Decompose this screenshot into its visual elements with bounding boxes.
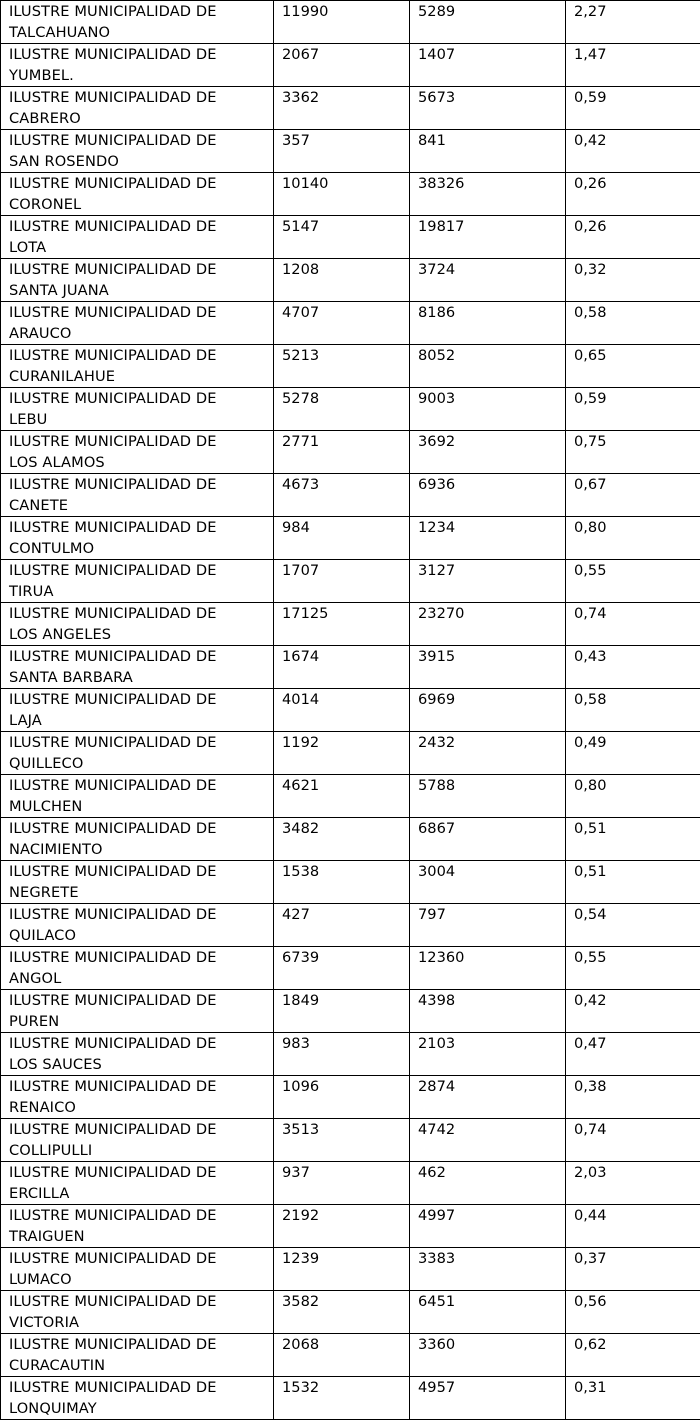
municipality-name-cell: [1, 646, 274, 689]
value-1-cell: 11990: [274, 1, 410, 44]
value-1-cell: 2771: [274, 431, 410, 474]
value-2-cell: 841: [410, 130, 566, 173]
table-row: [1, 818, 700, 861]
value-1-cell: 2067: [274, 44, 410, 87]
municipality-name-line1: ILUSTRE MUNICIPALIDAD DE: [9, 646, 273, 667]
ratio-cell: 0,58: [566, 689, 700, 732]
value-1-cell: 4014: [274, 689, 410, 732]
table-row: [1, 302, 700, 345]
municipality-name-line1: ILUSTRE MUNICIPALIDAD DE: [9, 861, 273, 882]
value-2-cell: 5788: [410, 775, 566, 818]
table-row: [1, 689, 700, 732]
table-row: [1, 947, 700, 990]
value-1-cell: 1192: [274, 732, 410, 775]
value-2-cell: 5289: [410, 1, 566, 44]
municipality-name-cell: [1, 130, 274, 173]
municipality-name-line2: CURANILAHUE: [9, 366, 273, 387]
municipality-name-line1: ILUSTRE MUNICIPALIDAD DE: [9, 990, 273, 1011]
value-1-cell: 1096: [274, 1076, 410, 1119]
value-1-cell: 1208: [274, 259, 410, 302]
municipality-name-line1: ILUSTRE MUNICIPALIDAD DE: [9, 302, 273, 323]
value-1-cell: 1239: [274, 1248, 410, 1291]
table-row: [1, 517, 700, 560]
municipality-name-line2: CORONEL: [9, 194, 273, 215]
municipality-name-cell: [1, 1162, 274, 1205]
municipality-name-line1: ILUSTRE MUNICIPALIDAD DE: [9, 474, 273, 495]
municipality-name-line2: SANTA BARBARA: [9, 667, 273, 688]
value-1-cell: 3582: [274, 1291, 410, 1334]
table-row: [1, 173, 700, 216]
municipality-name-line1: ILUSTRE MUNICIPALIDAD DE: [9, 947, 273, 968]
municipality-name-line2: TIRUA: [9, 581, 273, 602]
municipality-name-line2: MULCHEN: [9, 796, 273, 817]
value-1-cell: 357: [274, 130, 410, 173]
value-1-cell: 1707: [274, 560, 410, 603]
table-row: [1, 216, 700, 259]
municipality-name-cell: [1, 517, 274, 560]
value-2-cell: 3692: [410, 431, 566, 474]
table-row: [1, 775, 700, 818]
value-2-cell: 4398: [410, 990, 566, 1033]
municipality-name-line2: NACIMIENTO: [9, 839, 273, 860]
municipality-name-line2: QUILLECO: [9, 753, 273, 774]
ratio-cell: 0,54: [566, 904, 700, 947]
value-2-cell: 9003: [410, 388, 566, 431]
municipality-name-line1: ILUSTRE MUNICIPALIDAD DE: [9, 44, 273, 65]
municipality-name-cell: [1, 1205, 274, 1248]
table-row: [1, 1076, 700, 1119]
municipality-name-line1: ILUSTRE MUNICIPALIDAD DE: [9, 345, 273, 366]
table-row: [1, 1033, 700, 1076]
municipality-name-line2: PUREN: [9, 1011, 273, 1032]
value-1-cell: 2192: [274, 1205, 410, 1248]
municipality-name-line2: LOS ANGELES: [9, 624, 273, 645]
ratio-cell: 0,44: [566, 1205, 700, 1248]
ratio-cell: 0,31: [566, 1377, 700, 1420]
municipality-name-cell: [1, 259, 274, 302]
value-1-cell: 983: [274, 1033, 410, 1076]
municipality-name-line1: ILUSTRE MUNICIPALIDAD DE: [9, 173, 273, 194]
municipality-name-cell: [1, 861, 274, 904]
municipality-name-line1: ILUSTRE MUNICIPALIDAD DE: [9, 560, 273, 581]
value-2-cell: 19817: [410, 216, 566, 259]
table-row: [1, 560, 700, 603]
value-2-cell: 3360: [410, 1334, 566, 1377]
value-2-cell: 462: [410, 1162, 566, 1205]
table-row: [1, 1291, 700, 1334]
table-row: [1, 1334, 700, 1377]
table-row: [1, 1377, 700, 1420]
ratio-cell: 0,75: [566, 431, 700, 474]
municipality-name-line1: ILUSTRE MUNICIPALIDAD DE: [9, 689, 273, 710]
ratio-cell: 0,67: [566, 474, 700, 517]
table-row: [1, 345, 700, 388]
ratio-cell: 0,80: [566, 517, 700, 560]
municipality-name-cell: [1, 775, 274, 818]
municipality-name-cell: [1, 560, 274, 603]
table-row: [1, 388, 700, 431]
municipality-name-line1: ILUSTRE MUNICIPALIDAD DE: [9, 1033, 273, 1054]
municipality-name-line1: ILUSTRE MUNICIPALIDAD DE: [9, 1162, 273, 1183]
value-1-cell: 2068: [274, 1334, 410, 1377]
municipality-name-cell: [1, 44, 274, 87]
municipality-name-cell: [1, 818, 274, 861]
municipality-name-line1: ILUSTRE MUNICIPALIDAD DE: [9, 1, 273, 22]
value-2-cell: 4957: [410, 1377, 566, 1420]
value-2-cell: 1407: [410, 44, 566, 87]
value-2-cell: 3915: [410, 646, 566, 689]
value-2-cell: 3724: [410, 259, 566, 302]
municipality-name-line2: LOTA: [9, 237, 273, 258]
ratio-cell: 2,03: [566, 1162, 700, 1205]
ratio-cell: 0,37: [566, 1248, 700, 1291]
municipality-name-line1: ILUSTRE MUNICIPALIDAD DE: [9, 818, 273, 839]
ratio-cell: 0,26: [566, 173, 700, 216]
municipality-name-cell: [1, 1248, 274, 1291]
municipality-name-cell: [1, 732, 274, 775]
value-2-cell: 4997: [410, 1205, 566, 1248]
municipality-name-line1: ILUSTRE MUNICIPALIDAD DE: [9, 1119, 273, 1140]
ratio-cell: 0,59: [566, 388, 700, 431]
ratio-cell: 0,62: [566, 1334, 700, 1377]
ratio-cell: 0,49: [566, 732, 700, 775]
municipality-name-line1: ILUSTRE MUNICIPALIDAD DE: [9, 1334, 273, 1355]
table-row: [1, 904, 700, 947]
table-row: [1, 474, 700, 517]
municipality-name-cell: [1, 431, 274, 474]
value-2-cell: 6936: [410, 474, 566, 517]
municipality-name-line2: COLLIPULLI: [9, 1140, 273, 1161]
table-row: [1, 1162, 700, 1205]
table-row: [1, 603, 700, 646]
municipality-name-line1: ILUSTRE MUNICIPALIDAD DE: [9, 1248, 273, 1269]
value-2-cell: 8052: [410, 345, 566, 388]
municipality-name-line1: ILUSTRE MUNICIPALIDAD DE: [9, 517, 273, 538]
ratio-cell: 0,56: [566, 1291, 700, 1334]
value-2-cell: 3004: [410, 861, 566, 904]
value-2-cell: 2103: [410, 1033, 566, 1076]
ratio-cell: 0,42: [566, 130, 700, 173]
table-row: [1, 861, 700, 904]
value-1-cell: 3362: [274, 87, 410, 130]
municipality-name-cell: [1, 1076, 274, 1119]
municipality-name-line2: LONQUIMAY: [9, 1398, 273, 1419]
value-2-cell: 5673: [410, 87, 566, 130]
ratio-cell: 1,47: [566, 44, 700, 87]
ratio-cell: 0,55: [566, 947, 700, 990]
municipality-name-line1: ILUSTRE MUNICIPALIDAD DE: [9, 603, 273, 624]
municipality-name-cell: [1, 474, 274, 517]
value-1-cell: 937: [274, 1162, 410, 1205]
municipality-name-line1: ILUSTRE MUNICIPALIDAD DE: [9, 1076, 273, 1097]
municipality-name-line2: SANTA JUANA: [9, 280, 273, 301]
municipality-name-line2: YUMBEL.: [9, 65, 273, 86]
municipality-name-cell: [1, 904, 274, 947]
municipality-name-cell: [1, 603, 274, 646]
value-1-cell: 1849: [274, 990, 410, 1033]
ratio-cell: 2,27: [566, 1, 700, 44]
value-2-cell: 4742: [410, 1119, 566, 1162]
value-2-cell: 12360: [410, 947, 566, 990]
municipality-name-line1: ILUSTRE MUNICIPALIDAD DE: [9, 431, 273, 452]
municipality-name-line1: ILUSTRE MUNICIPALIDAD DE: [9, 775, 273, 796]
table-row: [1, 990, 700, 1033]
table-row: [1, 87, 700, 130]
municipality-name-line2: TRAIGUEN: [9, 1226, 273, 1247]
value-1-cell: 984: [274, 517, 410, 560]
value-1-cell: 1532: [274, 1377, 410, 1420]
municipality-name-line1: ILUSTRE MUNICIPALIDAD DE: [9, 1291, 273, 1312]
municipality-name-cell: [1, 1119, 274, 1162]
ratio-cell: 0,32: [566, 259, 700, 302]
municipality-name-line1: ILUSTRE MUNICIPALIDAD DE: [9, 216, 273, 237]
municipality-name-line2: SAN ROSENDO: [9, 151, 273, 172]
value-2-cell: 2432: [410, 732, 566, 775]
table-row: [1, 1248, 700, 1291]
municipality-name-line1: ILUSTRE MUNICIPALIDAD DE: [9, 732, 273, 753]
municipality-name-cell: [1, 173, 274, 216]
table-row: [1, 130, 700, 173]
ratio-cell: 0,51: [566, 861, 700, 904]
municipality-name-cell: [1, 990, 274, 1033]
value-1-cell: 5147: [274, 216, 410, 259]
municipality-name-cell: [1, 689, 274, 732]
municipality-name-line1: ILUSTRE MUNICIPALIDAD DE: [9, 130, 273, 151]
ratio-cell: 0,47: [566, 1033, 700, 1076]
value-2-cell: 2874: [410, 1076, 566, 1119]
municipality-name-line2: CURACAUTIN: [9, 1355, 273, 1376]
table-row: [1, 259, 700, 302]
municipality-name-line2: NEGRETE: [9, 882, 273, 903]
table-row: [1, 646, 700, 689]
value-1-cell: 17125: [274, 603, 410, 646]
municipality-name-line1: ILUSTRE MUNICIPALIDAD DE: [9, 388, 273, 409]
municipality-name-line2: LOS SAUCES: [9, 1054, 273, 1075]
municipality-name-line1: ILUSTRE MUNICIPALIDAD DE: [9, 259, 273, 280]
table-row: [1, 44, 700, 87]
municipality-name-line2: RENAICO: [9, 1097, 273, 1118]
municipality-name-line2: LEBU: [9, 409, 273, 430]
municipality-name-line2: CABRERO: [9, 108, 273, 129]
ratio-cell: 0,59: [566, 87, 700, 130]
municipality-name-line2: CANETE: [9, 495, 273, 516]
value-1-cell: 3513: [274, 1119, 410, 1162]
municipality-name-cell: [1, 1, 274, 44]
table-body: [1, 1, 700, 1420]
value-1-cell: 4673: [274, 474, 410, 517]
ratio-cell: 0,74: [566, 603, 700, 646]
ratio-cell: 0,26: [566, 216, 700, 259]
value-1-cell: 1674: [274, 646, 410, 689]
municipality-name-cell: [1, 87, 274, 130]
value-1-cell: 5278: [274, 388, 410, 431]
municipality-name-line2: LAJA: [9, 710, 273, 731]
municipality-name-cell: [1, 947, 274, 990]
municipality-name-line1: ILUSTRE MUNICIPALIDAD DE: [9, 1205, 273, 1226]
value-1-cell: 10140: [274, 173, 410, 216]
ratio-cell: 0,80: [566, 775, 700, 818]
value-1-cell: 5213: [274, 345, 410, 388]
value-2-cell: 23270: [410, 603, 566, 646]
table-row: [1, 732, 700, 775]
municipality-name-line1: ILUSTRE MUNICIPALIDAD DE: [9, 87, 273, 108]
municipality-name-cell: [1, 1334, 274, 1377]
municipality-name-cell: [1, 302, 274, 345]
municipality-name-line2: ANGOL: [9, 968, 273, 989]
municipality-name-cell: [1, 345, 274, 388]
table-row: [1, 1205, 700, 1248]
value-2-cell: 1234: [410, 517, 566, 560]
value-2-cell: 6867: [410, 818, 566, 861]
municipality-name-cell: [1, 388, 274, 431]
ratio-cell: 0,55: [566, 560, 700, 603]
ratio-cell: 0,38: [566, 1076, 700, 1119]
table-row: [1, 1, 700, 44]
table-row: [1, 431, 700, 474]
ratio-cell: 0,74: [566, 1119, 700, 1162]
municipality-name-line1: ILUSTRE MUNICIPALIDAD DE: [9, 1377, 273, 1398]
municipality-name-line2: CONTULMO: [9, 538, 273, 559]
ratio-cell: 0,51: [566, 818, 700, 861]
municipality-name-line2: QUILACO: [9, 925, 273, 946]
municipality-name-line2: LUMACO: [9, 1269, 273, 1290]
ratio-cell: 0,42: [566, 990, 700, 1033]
value-2-cell: 38326: [410, 173, 566, 216]
value-2-cell: 6969: [410, 689, 566, 732]
value-2-cell: 3127: [410, 560, 566, 603]
value-1-cell: 4621: [274, 775, 410, 818]
value-1-cell: 3482: [274, 818, 410, 861]
ratio-cell: 0,58: [566, 302, 700, 345]
municipality-name-cell: [1, 216, 274, 259]
value-2-cell: 797: [410, 904, 566, 947]
municipality-name-line2: VICTORIA: [9, 1312, 273, 1333]
municipality-name-line1: ILUSTRE MUNICIPALIDAD DE: [9, 904, 273, 925]
value-1-cell: 4707: [274, 302, 410, 345]
value-2-cell: 8186: [410, 302, 566, 345]
value-1-cell: 1538: [274, 861, 410, 904]
table-row: [1, 1119, 700, 1162]
municipality-name-cell: [1, 1291, 274, 1334]
value-1-cell: 427: [274, 904, 410, 947]
municipality-name-line2: LOS ALAMOS: [9, 452, 273, 473]
ratio-cell: 0,65: [566, 345, 700, 388]
value-1-cell: 6739: [274, 947, 410, 990]
municipality-name-line2: TALCAHUANO: [9, 22, 273, 43]
value-2-cell: 6451: [410, 1291, 566, 1334]
municipality-name-cell: [1, 1033, 274, 1076]
value-2-cell: 3383: [410, 1248, 566, 1291]
municipality-name-line2: ERCILLA: [9, 1183, 273, 1204]
municipality-name-line2: ARAUCO: [9, 323, 273, 344]
ratio-cell: 0,43: [566, 646, 700, 689]
municipality-name-cell: [1, 1377, 274, 1420]
